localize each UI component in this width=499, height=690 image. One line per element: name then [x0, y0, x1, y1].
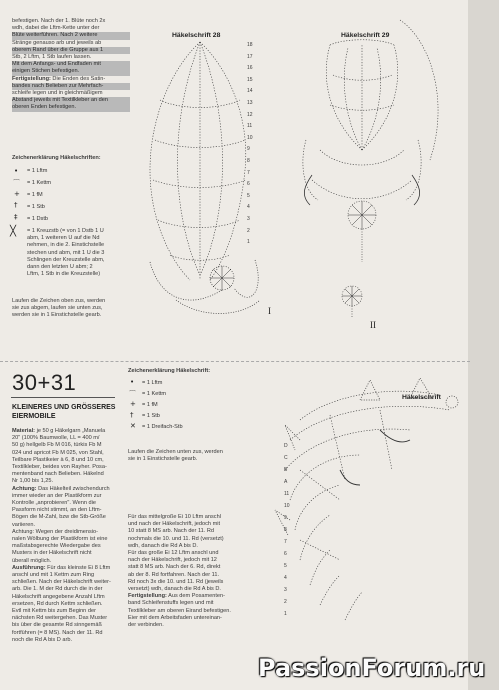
text-line: Textilkleber am oberen Eirand befestigen.	[128, 607, 231, 614]
legend-bottom-note	[128, 449, 268, 463]
text-line: variieren.	[12, 521, 36, 528]
legend-item-lftm: = 1 Lftm	[27, 168, 48, 174]
diagram-28-title: Häkelschrift 28	[172, 32, 221, 39]
text-line: oberem Rand über die Gruppe aus 1	[12, 47, 130, 54]
text-line	[12, 565, 118, 572]
heading-line: EIERMOBILE	[12, 413, 56, 420]
row-number: 11	[247, 123, 253, 130]
diagram-29-label: II	[370, 320, 376, 330]
text-line: arb. Die 1. M der Rd durch die in der	[12, 586, 103, 593]
text-line: 024 und apricot Fb M 025, von Stahl,	[12, 449, 104, 456]
row-marker: 2	[284, 599, 287, 605]
text-line: schließen. Nach der Häkelschrift weiter-	[12, 579, 111, 586]
section-divider	[0, 361, 470, 362]
text-line: Stb, 2 Lftm, 1 Stb laufen lassen.	[12, 54, 92, 61]
text-line: ersetzen, Rd durch Kettm schließen.	[12, 600, 103, 607]
text-line: nalen Wölbung der Plastikform ist eine	[12, 536, 108, 543]
text-line	[12, 428, 118, 435]
single-crochet-symbol: +	[130, 400, 136, 408]
double-crochet-symbol: †	[14, 201, 18, 209]
diagram-29-title: Häkelschrift 29	[341, 32, 390, 39]
text-line: wdh, danach die Rd A bis D.	[128, 542, 198, 549]
text-line: schleife legen und in gleichmäßigem	[12, 90, 103, 97]
text-line: dann den letzten U abm; 2	[27, 264, 93, 271]
text-line: sie in 1 Einstichstelle gearb.	[128, 456, 198, 463]
text-line: Für das mittelgroße Ei 10 Lftm anschl	[128, 514, 221, 520]
row-marker: 7	[284, 539, 287, 545]
text-line: nach der Häkelschrift, jedoch mit 12	[128, 557, 217, 564]
text-line: versetzt) wdh, danach die Rd A bis D.	[128, 586, 221, 593]
section-number: 30+31	[12, 370, 77, 395]
row-marker: 8	[284, 527, 287, 533]
legend-item-stb: = 1 Stb	[142, 413, 160, 419]
row-number: 18	[247, 42, 253, 48]
legend-item-dstb: = 1 Dstb	[27, 216, 48, 222]
achtung-label: Achtung:	[12, 485, 37, 492]
row-number: 1	[247, 239, 250, 246]
row-marker: 5	[284, 563, 287, 569]
diagram-28-label: I	[268, 306, 271, 316]
text-line: Rd noch 3x die 10. und 11. Rd (jeweils	[128, 578, 224, 585]
text-line: Evtl mit Kettm bis zum Beginn der	[12, 608, 96, 615]
text-line: stechen und abm, mit 1 U die 3	[27, 249, 105, 256]
slip-stitch-symbol: ⌒	[129, 390, 136, 398]
row-number: 2	[247, 227, 250, 234]
legend-item-fm: = 1 fM	[27, 192, 43, 198]
text-line: einigen Stichen befestigen.	[12, 68, 130, 75]
legend-item-kettm: = 1 Kettm	[27, 180, 52, 186]
row-number: 17	[247, 53, 253, 60]
text-line: statt 8 MS arb. Nach der 6. Rd, direkt	[128, 564, 221, 571]
text-line	[128, 593, 268, 600]
text-line: Kontrolle „anprobieren". Wenn die	[12, 500, 96, 507]
row-number: 8	[247, 157, 250, 164]
text-line: Schlingen der Kreuzstelle abm,	[27, 256, 105, 263]
row-number: 4	[247, 204, 250, 211]
text-line: befestigen. Nach der 1. Blüte noch 2x	[12, 18, 106, 24]
text-line: immer wieder an der Plastikform zur	[12, 492, 102, 499]
section-body	[12, 428, 118, 644]
text-line: wdh, dabei die Lftm-Kette unter der	[12, 25, 100, 32]
row-number: 13	[247, 99, 253, 106]
text-line: Teilbare Plastikeier à 6, 8 und 10 cm,	[12, 456, 104, 463]
text-line: abm, 1 weiteren U auf die Nd	[27, 235, 100, 242]
text-line: und nach der Häkelschrift, jedoch mit	[128, 521, 221, 528]
chain-stitch-symbol: •	[130, 378, 135, 386]
text-line: Textilkleber, beides von Rayher. Posa-	[12, 464, 107, 471]
text-line: werden sie in 1 Einstichstelle gearb.	[12, 312, 102, 319]
row-number: 5	[247, 192, 250, 199]
text-line: maßstabsgerechte Wiedergabe des	[12, 543, 101, 550]
legend-item-fm: = 1 fM	[142, 402, 158, 408]
legend-top-title: Zeichenerklärung Häkelschriften:	[12, 155, 101, 161]
row-number: 9	[247, 146, 250, 153]
text-line: Nr 1,00 bis 1,25.	[12, 478, 54, 485]
row-number: 6	[247, 181, 250, 188]
section-heading	[12, 403, 115, 421]
text-line: nochmals die 10. und 11. Rd (versetzt)	[128, 535, 224, 542]
treble-crochet-symbol: ‡	[14, 213, 18, 221]
text-line: Laufen die Zeichen unten zus, werden	[128, 449, 223, 455]
text-line: Laufen die Zeichen oben zus, werden	[12, 298, 106, 304]
legend-bottom-title: Zeichenerklärung Häkelschrift:	[128, 368, 211, 374]
row-marker: 9	[284, 515, 287, 521]
legend-item-lftm: = 1 Lftm	[142, 380, 163, 386]
text-line: 10 statt 8 MS arb. Nach der 11. Rd	[128, 528, 215, 535]
text-line: nehmen, in die 2. Einstichstelle	[27, 242, 105, 249]
text-line: Eier mit dem Arbeitsfaden untereinan-	[128, 614, 222, 621]
text-line: der verbinden.	[128, 622, 164, 629]
text-line: oberen Enden befestigen.	[12, 104, 130, 111]
text-line: fortführen (= 8 MS). Nach der 11. Rd	[12, 629, 103, 636]
text-line: Achtung: Wegen der dreidimensio-	[12, 528, 99, 535]
ausfuehrung-label: Ausführung:	[12, 564, 46, 571]
text-line: Für das kleinste Ei 8 Lftm	[47, 564, 111, 571]
row-marker: B	[284, 467, 288, 473]
legend-item-dreifach-stb: = 1 Dreifach-Stb	[142, 424, 183, 430]
chain-stitch-symbol: •	[14, 167, 19, 175]
text-line: Aus dem Posamenten-	[168, 593, 226, 600]
text-line: nächsten Rd weitergehen. Das Muster	[12, 615, 108, 622]
row-marker: C	[284, 455, 288, 461]
row-marker: 6	[284, 551, 287, 557]
text-line: noch die Rd A bis D arb.	[12, 636, 73, 643]
row-marker: 1	[284, 611, 287, 617]
heading-line: KLEINERES UND GRÖSSERES	[12, 404, 116, 411]
text-line: Musters in der Häkelschrift nicht	[12, 550, 92, 557]
fertig-label: Fertigstellung:	[12, 75, 51, 82]
text-line: band Schleifenstuffs legen und mit	[128, 600, 214, 607]
row-number: 14	[247, 88, 253, 95]
row-number: 15	[247, 76, 253, 83]
row-number: 7	[247, 169, 250, 176]
text-line: Abstand jeweils mit Textilkleber an den	[12, 97, 130, 104]
diagram-bottom-title: Häkelschrift	[402, 394, 441, 401]
row-marker: D	[284, 443, 288, 449]
text-line: anschl und mit 1 Kettm zum Ring	[12, 572, 95, 579]
middle-instructions	[128, 514, 268, 629]
fertig-label: Fertigstellung:	[128, 593, 167, 600]
cross-stitch-symbol: ╳	[10, 226, 17, 237]
text-line: überall möglich.	[12, 557, 52, 564]
text-line: 20" (100% Baumwolle, LL = 400 m/	[12, 435, 100, 442]
text-line: Für das große Ei 12 Lftm anschl und	[128, 550, 219, 557]
text-line: Stränge genauso arb und jeweils ab	[12, 39, 102, 46]
single-crochet-symbol: +	[14, 190, 20, 198]
row-marker: 4	[284, 575, 287, 581]
triple-treble-symbol: ✕	[130, 422, 136, 430]
text-line: Passform nicht stimmt, an den Lftm-	[12, 507, 102, 514]
text-line: Häkelschrift angegebene Anzahl Lftm	[12, 593, 105, 600]
text-line: Mit dem Anfangs- und Endfaden mit	[12, 61, 130, 68]
text-line: 50 g) hellgelb Fb M 016, türkis Fb M	[12, 442, 102, 449]
text-line: = 1 Kreuzstb (= von 1 Dstb 1 U	[27, 228, 104, 234]
diagram-bottom-row-markers	[284, 440, 290, 620]
material-label: Material:	[12, 428, 36, 434]
slip-stitch-symbol: ⌒	[13, 179, 20, 187]
text-line: bandes nach Belieben zur Mehrfach-	[12, 83, 130, 90]
text-line: je 50 g Häkelgarn „Manuela	[36, 428, 106, 434]
row-number: 12	[247, 111, 253, 118]
row-number: 3	[247, 215, 250, 222]
text-line: bis über die gesamte Rd sinngemäß	[12, 622, 102, 629]
double-crochet-symbol: †	[130, 411, 134, 419]
text-line: ab der 8. Rd fortfahren. Nach der 11.	[128, 571, 220, 578]
legend-item-stb: = 1 Stb	[27, 204, 45, 210]
text-line: sie zus abgem, laufen sie unten zus,	[12, 305, 103, 312]
row-marker: 11	[284, 491, 290, 497]
watermark-logo: PassionForum.ru	[258, 654, 486, 682]
section-rule	[11, 397, 115, 398]
row-number: 10	[247, 134, 253, 141]
legend-item-kettm: = 1 Kettm	[142, 391, 167, 397]
row-number: 16	[247, 65, 253, 72]
text-line	[12, 486, 118, 493]
text-line: mentenband nach Belieben. Häkelnd	[12, 471, 104, 478]
text-line: Lftm, 1 Stb in die Kreuzstelle)	[27, 271, 101, 278]
text-line: Das Häkelteil zwischendurch	[38, 485, 110, 492]
text-line: Bögen die M-Zahl, bzw die Stb-Größe	[12, 514, 106, 521]
row-marker: A	[284, 479, 288, 485]
row-marker: 10	[284, 503, 290, 509]
row-marker: 3	[284, 587, 287, 593]
text-line: Die Enden des Satin-	[52, 75, 106, 82]
text-line: Blüte weiterführen. Nach 2 weitere	[12, 32, 130, 39]
